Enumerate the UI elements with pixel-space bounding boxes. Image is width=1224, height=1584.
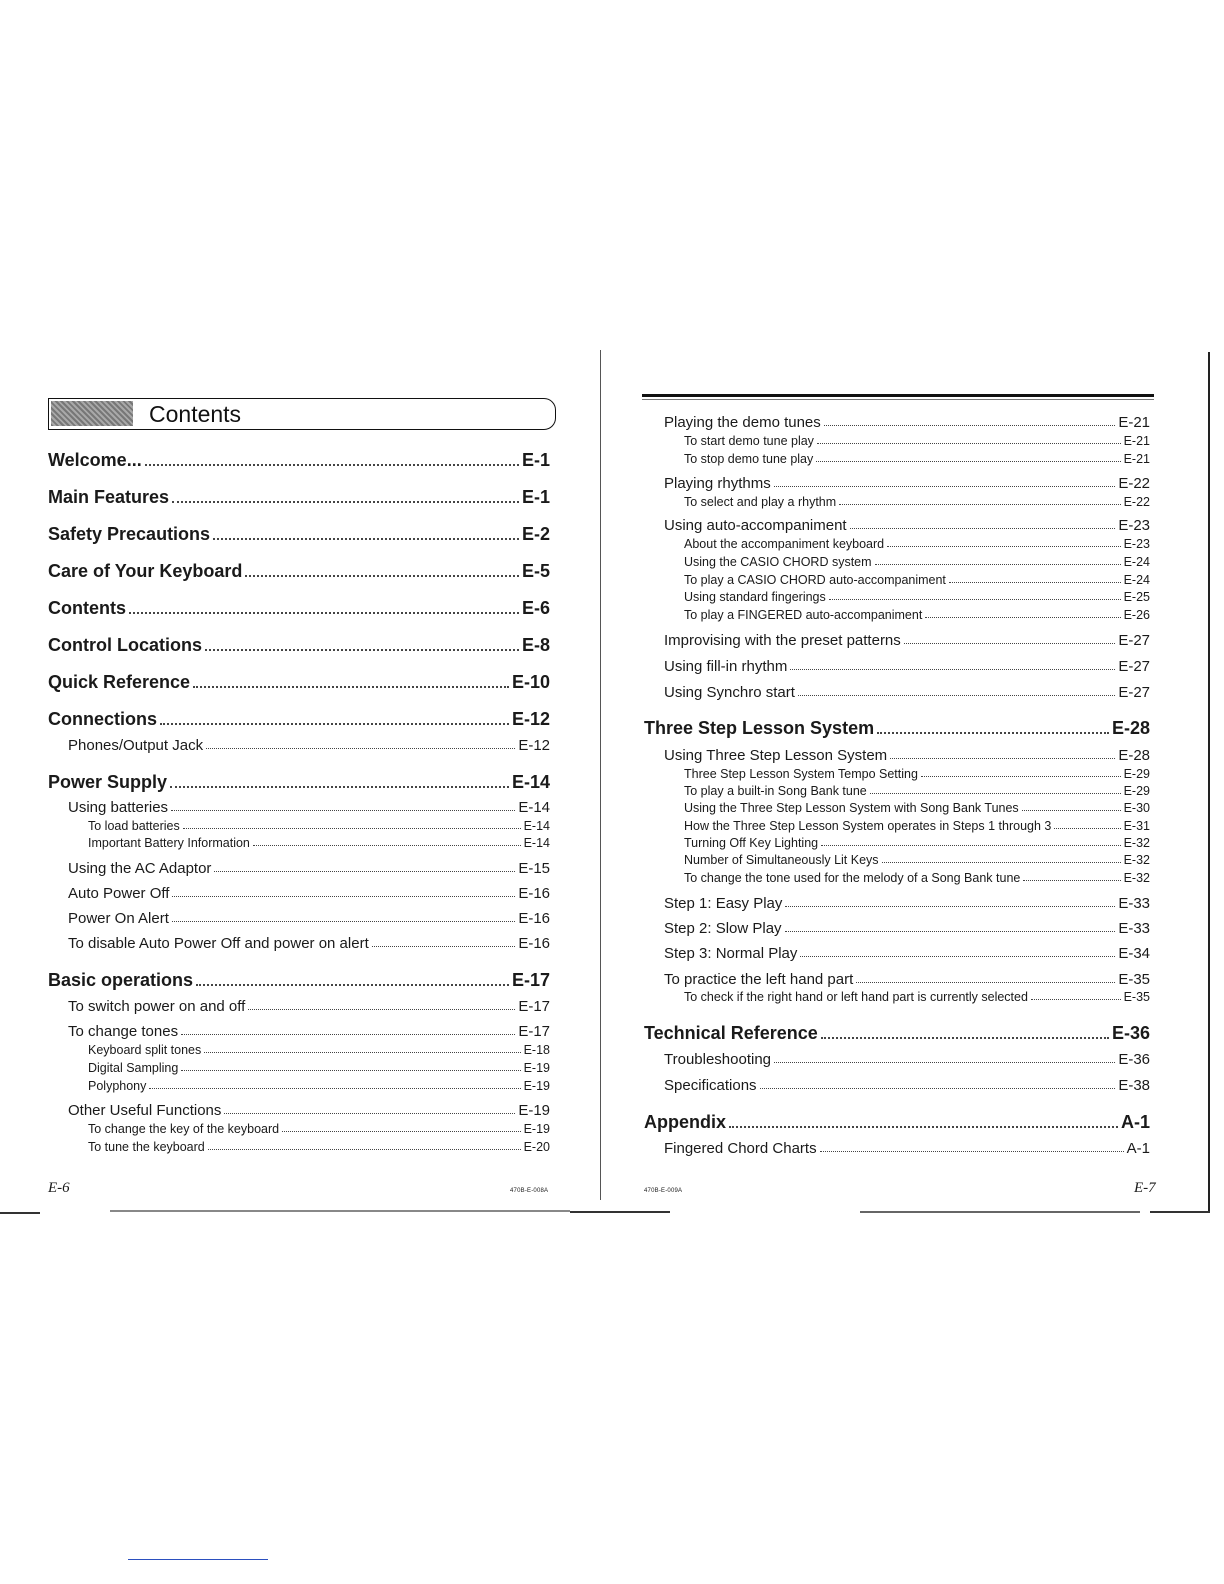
toc-entry-page: E-1 <box>521 487 550 507</box>
toc-entry <box>48 669 550 693</box>
toc-entry-title: Using Three Step Lesson System <box>664 747 888 764</box>
toc-entry-title: To change tones <box>68 1023 179 1040</box>
toc-entry-page: E-21 <box>1123 434 1150 448</box>
toc-entry-title: Power Supply <box>48 772 168 792</box>
toc-entry-page: E-27 <box>1118 632 1150 649</box>
toc-entry <box>68 883 550 902</box>
toc-entry-title: To play a CASIO CHORD auto-accompaniment <box>684 573 946 587</box>
toc-entry-page: E-8 <box>521 635 550 655</box>
toc-entry-title: Welcome... <box>48 450 142 470</box>
toc-entry-page: E-14 <box>511 772 550 792</box>
toc-entry-title: Basic operations <box>48 970 194 990</box>
toc-entry-title: Main Features <box>48 487 170 507</box>
toc-dot-leader <box>1031 999 1121 1000</box>
toc-entry <box>684 869 1150 885</box>
toc-dot-leader <box>774 486 1116 487</box>
toc-dot-leader <box>798 695 1115 696</box>
toc-entry-page: E-35 <box>1118 971 1150 988</box>
center-fold-line <box>600 350 601 1200</box>
toc-entry-title: Control Locations <box>48 635 202 655</box>
toc-entry-page: E-19 <box>523 1079 550 1093</box>
left-page <box>0 0 600 1584</box>
right-page <box>606 0 1224 1584</box>
toc-entry <box>664 745 1150 764</box>
toc-dot-leader <box>816 461 1120 462</box>
toc-entry-page: E-14 <box>523 819 550 833</box>
toc-entry <box>88 1059 550 1075</box>
toc-entry-title: Using batteries <box>68 799 169 816</box>
toc-entry-page: E-10 <box>511 672 550 692</box>
toc-entry-title: Important Battery Information <box>88 836 250 850</box>
right-document-code: 470B-E-009A <box>644 1188 683 1194</box>
toc-entry-title: Troubleshooting <box>664 1051 772 1068</box>
toc-entry <box>68 996 550 1015</box>
toc-entry-page: E-22 <box>1123 495 1150 509</box>
toc-entry-title: Step 3: Normal Play <box>664 945 798 962</box>
toc-entry-title: Other Useful Functions <box>68 1102 222 1119</box>
toc-entry-title: Quick Reference <box>48 672 191 692</box>
toc-entry-title: Digital Sampling <box>88 1061 179 1075</box>
toc-entry <box>684 450 1150 466</box>
toc-entry-title: Using Synchro start <box>664 684 795 701</box>
toc-entry-title: Number of Simultaneously Lit Keys <box>684 853 879 867</box>
toc-entry-title: To tune the keyboard <box>88 1140 205 1154</box>
toc-entry-title: Using standard fingerings <box>684 590 826 604</box>
toc-entry-title: To change the tone used for the melody of a Song Bank tune <box>684 871 1021 885</box>
toc-entry-page: E-33 <box>1118 920 1150 937</box>
toc-dot-leader <box>774 1062 1115 1063</box>
toc-entry-page: A-1 <box>1126 1140 1150 1157</box>
toc-entry-page: E-23 <box>1118 517 1150 534</box>
bottom-link-line <box>128 1559 268 1560</box>
toc-dot-leader <box>729 1126 1118 1128</box>
toc-entry-title: To select and play a rhythm <box>684 495 837 509</box>
toc-entry-title: Power On Alert <box>68 910 169 927</box>
toc-entry-title: Using fill-in rhythm <box>664 658 788 675</box>
left-document-code: 470B-E-008A <box>510 1188 549 1194</box>
toc-dot-leader <box>145 464 519 466</box>
top-rule-thin <box>642 399 1154 400</box>
toc-entry-title: Step 1: Easy Play <box>664 895 783 912</box>
toc-dot-leader <box>882 862 1121 863</box>
toc-entry-page: E-38 <box>1118 1077 1150 1094</box>
toc-entry <box>68 1021 550 1040</box>
toc-entry-page: E-19 <box>523 1061 550 1075</box>
toc-entry-page: E-21 <box>1123 452 1150 466</box>
toc-dot-leader <box>1054 828 1120 829</box>
toc-entry <box>88 1120 550 1136</box>
toc-entry-title: Safety Precautions <box>48 524 211 544</box>
toc-entry <box>664 1138 1150 1157</box>
toc-entry <box>684 988 1150 1004</box>
toc-entry <box>88 1041 550 1057</box>
toc-entry-page: E-27 <box>1118 684 1150 701</box>
bottom-edge-line <box>1150 1211 1210 1213</box>
toc-entry-title: To practice the left hand part <box>664 971 854 988</box>
toc-entry-title: Using the CASIO CHORD system <box>684 555 872 569</box>
toc-entry <box>68 735 550 754</box>
toc-entry-page: E-25 <box>1123 590 1150 604</box>
toc-entry-title: To switch power on and off <box>68 998 246 1015</box>
toc-entry-title: Playing rhythms <box>664 475 771 492</box>
toc-entry-title: To play a FINGERED auto-accompaniment <box>684 608 923 622</box>
toc-entry <box>664 515 1150 534</box>
toc-dot-leader <box>949 582 1121 583</box>
toc-dot-leader <box>372 946 516 947</box>
toc-entry-page: E-1 <box>521 450 550 470</box>
toc-entry-page: E-36 <box>1111 1023 1150 1043</box>
toc-entry-title: Specifications <box>664 1077 757 1094</box>
top-rule <box>642 394 1154 397</box>
toc-dot-leader <box>172 896 515 897</box>
toc-entry-title: To play a built-in Song Bank tune <box>684 784 867 798</box>
toc-dot-leader <box>790 669 1115 670</box>
toc-entry-title: Auto Power Off <box>68 885 170 902</box>
page-title: Contents <box>149 401 242 427</box>
toc-dot-leader <box>839 504 1120 505</box>
toc-entry-page: E-22 <box>1118 475 1150 492</box>
toc-dot-leader <box>824 425 1116 426</box>
toc-entry-page: E-24 <box>1123 555 1150 569</box>
right-page-number: E-7 <box>1134 1180 1156 1196</box>
toc-dot-leader <box>785 931 1116 932</box>
toc-entry-page: E-36 <box>1118 1051 1150 1068</box>
toc-entry-title: Using the Three Step Lesson System with Song Bank Tunes <box>684 801 1019 815</box>
toc-entry-page: E-14 <box>523 836 550 850</box>
toc-entry-title: Using the AC Adaptor <box>68 860 212 877</box>
toc-entry <box>68 1100 550 1119</box>
toc-entry <box>664 918 1150 937</box>
right-edge-line <box>1208 352 1210 1212</box>
toc-entry <box>684 535 1150 551</box>
toc-entry <box>644 1020 1150 1044</box>
toc-entry-title: Fingered Chord Charts <box>664 1140 817 1157</box>
toc-entry-page: E-30 <box>1123 801 1150 815</box>
toc-entry-page: E-29 <box>1123 784 1150 798</box>
toc-dot-leader <box>205 649 519 651</box>
toc-entry <box>684 817 1150 833</box>
toc-entry-title: Care of Your Keyboard <box>48 561 243 581</box>
toc-entry <box>664 1049 1150 1068</box>
toc-entry <box>684 606 1150 622</box>
toc-entry-title: Connections <box>48 709 158 729</box>
toc-dot-leader <box>171 810 515 811</box>
toc-entry-page: E-2 <box>521 524 550 544</box>
toc-dot-leader <box>224 1113 515 1114</box>
toc-entry-page: E-19 <box>518 1102 550 1119</box>
toc-entry <box>48 595 550 619</box>
toc-dot-leader <box>925 617 1120 618</box>
toc-dot-leader <box>208 1149 521 1150</box>
toc-entry-title: How the Three Step Lesson System operates in Steps 1 through 3 <box>684 819 1052 833</box>
toc-entry-page: E-32 <box>1123 871 1150 885</box>
toc-entry-page: E-12 <box>511 709 550 729</box>
bottom-edge-line <box>570 1211 670 1213</box>
toc-entry-page: E-17 <box>518 1023 550 1040</box>
toc-entry-title: Turning Off Key Lighting <box>684 836 819 850</box>
toc-dot-leader <box>821 1037 1109 1039</box>
toc-entry <box>664 969 1150 988</box>
toc-dot-leader <box>760 1088 1116 1089</box>
toc-entry <box>684 782 1150 798</box>
toc-entry-page: E-26 <box>1123 608 1150 622</box>
toc-entry <box>48 484 550 508</box>
toc-entry-title: Three Step Lesson System Tempo Setting <box>684 767 918 781</box>
toc-entry-page: E-27 <box>1118 658 1150 675</box>
toc-entry <box>664 630 1150 649</box>
bottom-edge-line <box>110 1210 570 1212</box>
toc-dot-leader <box>282 1131 520 1132</box>
toc-entry-title: To load batteries <box>88 819 180 833</box>
toc-entry-page: E-12 <box>518 737 550 754</box>
toc-entry-page: E-24 <box>1123 573 1150 587</box>
toc-entry-page: A-1 <box>1120 1112 1150 1132</box>
toc-dot-leader <box>890 758 1115 759</box>
toc-entry-title: Playing the demo tunes <box>664 414 821 431</box>
toc-entry-title: Phones/Output Jack <box>68 737 204 754</box>
toc-entry <box>664 1075 1150 1094</box>
toc-entry <box>48 706 550 730</box>
toc-entry-title: Polyphony <box>88 1079 147 1093</box>
toc-dot-leader <box>904 643 1116 644</box>
toc-entry <box>684 493 1150 509</box>
toc-dot-leader <box>181 1070 520 1071</box>
toc-entry-page: E-28 <box>1118 747 1150 764</box>
toc-dot-leader <box>181 1034 515 1035</box>
toc-entry-title: Using auto-accompaniment <box>664 517 847 534</box>
toc-entry-page: E-16 <box>518 935 550 952</box>
toc-entry <box>684 834 1150 850</box>
toc-entry <box>88 1077 550 1093</box>
toc-dot-leader <box>820 1151 1124 1152</box>
toc-entry-page: E-16 <box>518 910 550 927</box>
toc-entry <box>684 765 1150 781</box>
toc-entry-page: E-33 <box>1118 895 1150 912</box>
toc-dot-leader <box>193 686 509 688</box>
toc-entry-title: Three Step Lesson System <box>644 718 875 738</box>
toc-entry-page: E-28 <box>1111 718 1150 738</box>
toc-entry-title: To change the key of the keyboard <box>88 1122 280 1136</box>
toc-entry-page: E-32 <box>1123 853 1150 867</box>
bottom-edge-line <box>0 1212 40 1214</box>
toc-dot-leader <box>856 982 1115 983</box>
toc-entry-page: E-5 <box>521 561 550 581</box>
toc-entry-title: About the accompaniment keyboard <box>684 537 885 551</box>
toc-entry <box>644 1109 1150 1133</box>
toc-entry <box>644 715 1150 739</box>
toc-entry-page: E-35 <box>1123 990 1150 1004</box>
toc-dot-leader <box>204 1052 520 1053</box>
toc-dot-leader <box>850 528 1116 529</box>
toc-entry <box>88 817 550 833</box>
toc-dot-leader <box>875 564 1121 565</box>
toc-dot-leader <box>245 575 519 577</box>
toc-dot-leader <box>821 845 1120 846</box>
toc-entry <box>68 797 550 816</box>
toc-entry-page: E-21 <box>1118 414 1150 431</box>
toc-dot-leader <box>170 786 509 788</box>
toc-dot-leader <box>921 776 1121 777</box>
toc-entry-title: Technical Reference <box>644 1023 818 1043</box>
toc-entry <box>68 908 550 927</box>
toc-entry-page: E-17 <box>511 970 550 990</box>
toc-entry-page: E-18 <box>523 1043 550 1057</box>
toc-dot-leader <box>800 956 1115 957</box>
toc-entry <box>48 632 550 656</box>
toc-entry-page: E-32 <box>1123 836 1150 850</box>
toc-entry-page: E-29 <box>1123 767 1150 781</box>
toc-entry <box>684 553 1150 569</box>
toc-entry-page: E-14 <box>518 799 550 816</box>
toc-dot-leader <box>172 501 519 503</box>
toc-entry <box>48 521 550 545</box>
toc-dot-leader <box>149 1088 520 1089</box>
toc-dot-leader <box>870 793 1121 794</box>
toc-dot-leader <box>829 599 1121 600</box>
toc-entry <box>48 447 550 471</box>
toc-entry <box>684 432 1150 448</box>
toc-entry-title: To stop demo tune play <box>684 452 814 466</box>
toc-entry <box>48 769 550 793</box>
toc-entry-title: Improvising with the preset patterns <box>664 632 901 649</box>
toc-entry-title: To start demo tune play <box>684 434 814 448</box>
toc-dot-leader <box>1022 810 1121 811</box>
toc-entry <box>664 412 1150 431</box>
toc-dot-leader <box>877 732 1109 734</box>
toc-dot-leader <box>160 723 509 725</box>
toc-dot-leader <box>183 828 521 829</box>
toc-entry-page: E-20 <box>523 1140 550 1154</box>
toc-entry-page: E-34 <box>1118 945 1150 962</box>
contents-header <box>48 398 556 430</box>
toc-entry-page: E-17 <box>518 998 550 1015</box>
toc-entry-page: E-16 <box>518 885 550 902</box>
toc-entry <box>68 933 550 952</box>
toc-dot-leader <box>206 748 515 749</box>
toc-entry-page: E-31 <box>1123 819 1150 833</box>
toc-entry <box>664 943 1150 962</box>
toc-entry-title: To check if the right hand or left hand part is currently selected <box>684 990 1028 1004</box>
toc-entry <box>664 893 1150 912</box>
toc-dot-leader <box>214 871 515 872</box>
toc-entry <box>684 588 1150 604</box>
toc-dot-leader <box>785 906 1115 907</box>
toc-entry <box>48 967 550 991</box>
bottom-edge-line <box>860 1211 1140 1213</box>
header-swatch-decoration <box>51 401 133 426</box>
toc-entry <box>88 1138 550 1154</box>
toc-entry-page: E-23 <box>1123 537 1150 551</box>
toc-dot-leader <box>172 921 515 922</box>
toc-dot-leader <box>129 612 519 614</box>
toc-entry <box>664 656 1150 675</box>
toc-dot-leader <box>213 538 519 540</box>
toc-entry <box>88 834 550 850</box>
toc-dot-leader <box>248 1009 515 1010</box>
toc-entry <box>684 799 1150 815</box>
toc-dot-leader <box>253 845 521 846</box>
toc-entry <box>664 473 1150 492</box>
toc-entry-title: Keyboard split tones <box>88 1043 202 1057</box>
toc-entry-title: Contents <box>48 598 126 618</box>
toc-entry <box>664 682 1150 701</box>
toc-entry-page: E-6 <box>521 598 550 618</box>
toc-dot-leader <box>196 984 509 986</box>
toc-entry <box>684 571 1150 587</box>
toc-dot-leader <box>817 443 1121 444</box>
toc-entry-title: Step 2: Slow Play <box>664 920 782 937</box>
toc-entry <box>684 851 1150 867</box>
toc-entry <box>48 558 550 582</box>
toc-entry-page: E-15 <box>518 860 550 877</box>
toc-entry-title: Appendix <box>644 1112 727 1132</box>
toc-entry-page: E-19 <box>523 1122 550 1136</box>
left-page-number: E-6 <box>48 1180 70 1196</box>
toc-entry-title: To disable Auto Power Off and power on alert <box>68 935 369 952</box>
toc-dot-leader <box>1023 880 1120 881</box>
toc-dot-leader <box>887 546 1120 547</box>
toc-entry <box>68 858 550 877</box>
